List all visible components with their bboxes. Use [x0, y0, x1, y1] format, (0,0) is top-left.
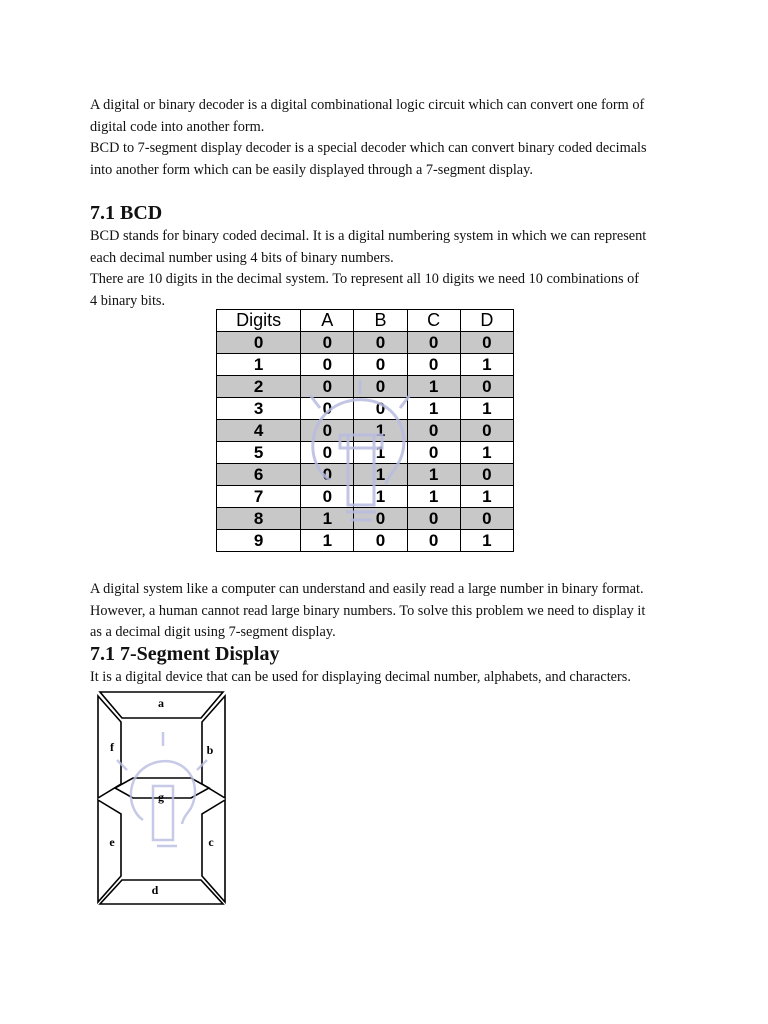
- bit-c-cell: 0: [407, 354, 460, 376]
- table-row: [217, 464, 514, 486]
- bit-c-cell: 0: [407, 420, 460, 442]
- bit-d-cell: 1: [460, 354, 513, 376]
- table-row: [217, 420, 514, 442]
- bcd-table-header-row: [217, 310, 514, 332]
- after-table-line: A digital system like a computer can understand and easily read a large number in binary format.: [90, 581, 644, 597]
- intro-line: digital code into another form.: [90, 118, 265, 135]
- digit-cell: 8: [217, 508, 301, 530]
- bit-a-cell: 0: [301, 420, 354, 442]
- bit-b-cell: 1: [354, 464, 407, 486]
- segment-d: [100, 880, 223, 904]
- bcd-line: BCD stands for binary coded decimal. It is a digital numbering system in which we can represent: [90, 228, 647, 244]
- seg-line: It is a digital device that can be used for displaying decimal number, alphabets, and characters.: [90, 669, 631, 685]
- bit-a-cell: 0: [301, 464, 354, 486]
- segment-label-c: c: [208, 835, 214, 849]
- header-d: D: [460, 310, 513, 332]
- table-row: [217, 398, 514, 420]
- seg-heading: 7.1 7-Segment Display: [90, 643, 280, 665]
- bit-c-cell: 0: [407, 442, 460, 464]
- bit-b-cell: 0: [354, 508, 407, 530]
- segment-label-e: e: [109, 835, 115, 849]
- bit-d-cell: 1: [460, 486, 513, 508]
- bit-c-cell: 0: [407, 332, 460, 354]
- bit-a-cell: 0: [301, 486, 354, 508]
- bit-d-cell: 0: [460, 420, 513, 442]
- bit-d-cell: 0: [460, 376, 513, 398]
- bit-c-cell: 1: [407, 376, 460, 398]
- header-digits: Digits: [217, 310, 301, 332]
- bit-a-cell: 0: [301, 442, 354, 464]
- intro-line: A digital or binary decoder is a digital combinational logic circuit which can convert one form of: [90, 97, 645, 113]
- bit-d-cell: 1: [460, 398, 513, 420]
- digit-cell: 0: [217, 332, 301, 354]
- header-c: C: [407, 310, 460, 332]
- table-row: [217, 332, 514, 354]
- digit-cell: 2: [217, 376, 301, 398]
- bit-b-cell: 1: [354, 442, 407, 464]
- bit-a-cell: 0: [301, 354, 354, 376]
- segment-label-b: b: [206, 743, 214, 757]
- table-row: [217, 508, 514, 530]
- digit-cell: 9: [217, 530, 301, 552]
- digit-cell: 4: [217, 420, 301, 442]
- bit-a-cell: 1: [301, 508, 354, 530]
- bit-d-cell: 0: [460, 332, 513, 354]
- table-row: [217, 442, 514, 464]
- after-table-line: as a decimal digit using 7-segment display.: [90, 624, 336, 640]
- table-row: [217, 530, 514, 552]
- bit-c-cell: 1: [407, 398, 460, 420]
- segment-label-g: g: [158, 790, 164, 804]
- segment-label-f: f: [110, 740, 114, 754]
- bit-a-cell: 1: [301, 530, 354, 552]
- bcd-heading: 7.1 BCD: [90, 202, 163, 224]
- bit-b-cell: 1: [354, 420, 407, 442]
- digit-cell: 5: [217, 442, 301, 464]
- bit-b-cell: 0: [354, 530, 407, 552]
- bcd-table: [216, 309, 514, 552]
- bcd-line: 4 binary bits.: [90, 292, 166, 309]
- intro-paragraph: [90, 95, 690, 181]
- bit-d-cell: 0: [460, 464, 513, 486]
- intro-line: BCD to 7-segment display decoder is a special decoder which can convert binary coded decimals: [90, 140, 647, 156]
- table-row: [217, 486, 514, 508]
- bit-b-cell: 1: [354, 486, 407, 508]
- bit-c-cell: 1: [407, 464, 460, 486]
- bit-d-cell: 1: [460, 530, 513, 552]
- segment-label-d: d: [151, 883, 159, 897]
- header-b: B: [354, 310, 407, 332]
- bit-b-cell: 0: [354, 354, 407, 376]
- bit-b-cell: 0: [354, 376, 407, 398]
- bit-a-cell: 0: [301, 398, 354, 420]
- digit-cell: 1: [217, 354, 301, 376]
- after-table-line: However, a human cannot read large binary numbers. To solve this problem we need to display it: [90, 602, 646, 619]
- seg-paragraph: [90, 667, 690, 689]
- header-a: A: [301, 310, 354, 332]
- table-row: [217, 376, 514, 398]
- bit-a-cell: 0: [301, 376, 354, 398]
- segment-label-a: a: [158, 696, 164, 710]
- bit-d-cell: 0: [460, 508, 513, 530]
- digit-cell: 3: [217, 398, 301, 420]
- bit-c-cell: 0: [407, 508, 460, 530]
- digit-cell: 7: [217, 486, 301, 508]
- bcd-line: There are 10 digits in the decimal system. To represent all 10 digits we need 10 combinations of: [90, 271, 640, 287]
- bit-c-cell: 0: [407, 530, 460, 552]
- bit-a-cell: 0: [301, 332, 354, 354]
- digit-cell: 6: [217, 464, 301, 486]
- seven-segment-diagram: [95, 690, 230, 908]
- bit-c-cell: 1: [407, 486, 460, 508]
- bcd-line: each decimal number using 4 bits of binary numbers.: [90, 249, 394, 266]
- intro-line: into another form which can be easily displayed through a 7-segment display.: [90, 161, 533, 178]
- bit-d-cell: 1: [460, 442, 513, 464]
- bcd-paragraph: [90, 226, 690, 312]
- table-row: [217, 354, 514, 376]
- bit-b-cell: 0: [354, 398, 407, 420]
- bit-b-cell: 0: [354, 332, 407, 354]
- after-table-paragraph: [90, 579, 690, 644]
